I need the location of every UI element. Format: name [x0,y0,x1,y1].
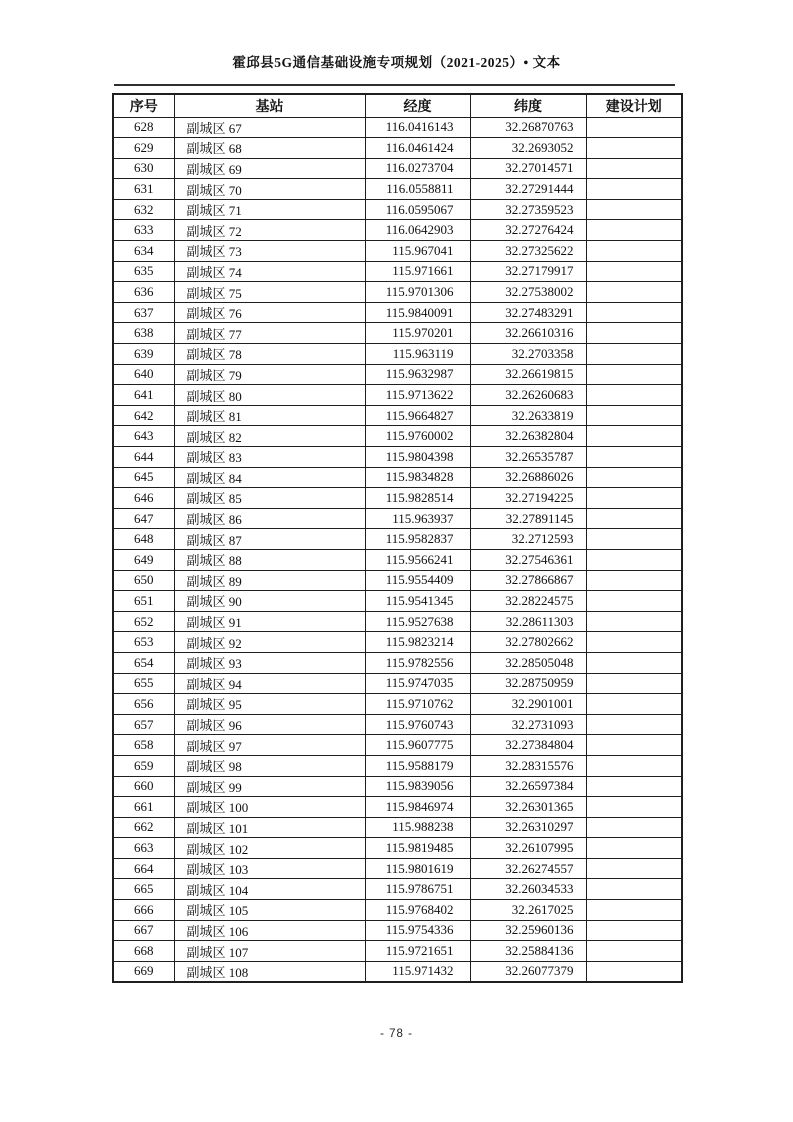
station-name-cell: 副城区 97 [174,735,365,756]
build-plan-cell [586,385,682,406]
serial-number-cell: 632 [113,199,174,220]
latitude-cell: 32.28750959 [470,673,586,694]
base-station-table-container [112,93,683,983]
station-name-cell: 副城区 80 [174,385,365,406]
latitude-cell: 32.2617025 [470,900,586,921]
build-plan-cell [586,673,682,694]
station-name-cell: 副城区 99 [174,776,365,797]
serial-number-cell: 645 [113,467,174,488]
longitude-cell: 115.9782556 [365,652,470,673]
serial-number-cell: 657 [113,714,174,735]
latitude-cell: 32.25884136 [470,941,586,962]
table-row [113,138,682,159]
build-plan-cell [586,900,682,921]
longitude-cell: 115.9839056 [365,776,470,797]
latitude-cell: 32.27179917 [470,261,586,282]
table-row [113,282,682,303]
latitude-cell: 32.2693052 [470,138,586,159]
table-row [113,632,682,653]
station-name-cell: 副城区 68 [174,138,365,159]
serial-number-cell: 635 [113,261,174,282]
latitude-cell: 32.27276424 [470,220,586,241]
build-plan-cell [586,735,682,756]
table-row [113,714,682,735]
table-row [113,117,682,138]
longitude-cell: 115.967041 [365,241,470,262]
table-row [113,241,682,262]
longitude-cell: 115.971432 [365,961,470,982]
latitude-cell: 32.26107995 [470,838,586,859]
table-row [113,673,682,694]
latitude-cell: 32.2712593 [470,529,586,550]
serial-number-cell: 636 [113,282,174,303]
station-name-cell: 副城区 73 [174,241,365,262]
build-plan-cell [586,241,682,262]
longitude-cell: 115.9713622 [365,385,470,406]
longitude-cell: 115.9760743 [365,714,470,735]
build-plan-cell [586,282,682,303]
column-header-lat: 纬度 [470,94,586,117]
latitude-cell: 32.26034533 [470,879,586,900]
station-name-cell: 副城区 86 [174,508,365,529]
station-name-cell: 副城区 72 [174,220,365,241]
longitude-cell: 115.9554409 [365,570,470,591]
longitude-cell: 115.9804398 [365,447,470,468]
serial-number-cell: 637 [113,302,174,323]
latitude-cell: 32.27866867 [470,570,586,591]
table-row [113,817,682,838]
longitude-cell: 115.9768402 [365,900,470,921]
table-row [113,611,682,632]
longitude-cell: 115.9582837 [365,529,470,550]
build-plan-cell [586,467,682,488]
station-name-cell: 副城区 98 [174,755,365,776]
serial-number-cell: 669 [113,961,174,982]
latitude-cell: 32.2703358 [470,344,586,365]
header-divider [114,84,675,86]
longitude-cell: 115.9786751 [365,879,470,900]
station-name-cell: 副城区 104 [174,879,365,900]
longitude-cell: 115.9710762 [365,694,470,715]
longitude-cell: 115.9527638 [365,611,470,632]
station-name-cell: 副城区 102 [174,838,365,859]
serial-number-cell: 643 [113,426,174,447]
table-row [113,385,682,406]
station-name-cell: 副城区 100 [174,797,365,818]
build-plan-cell [586,508,682,529]
latitude-cell: 32.26870763 [470,117,586,138]
serial-number-cell: 629 [113,138,174,159]
latitude-cell: 32.2633819 [470,405,586,426]
station-name-cell: 副城区 84 [174,467,365,488]
build-plan-cell [586,549,682,570]
build-plan-cell [586,405,682,426]
table-row [113,488,682,509]
serial-number-cell: 642 [113,405,174,426]
station-name-cell: 副城区 83 [174,447,365,468]
station-name-cell: 副城区 93 [174,652,365,673]
serial-number-cell: 660 [113,776,174,797]
table-row [113,941,682,962]
build-plan-cell [586,117,682,138]
station-name-cell: 副城区 69 [174,158,365,179]
base-station-table [112,93,683,983]
longitude-cell: 115.9823214 [365,632,470,653]
build-plan-cell [586,714,682,735]
serial-number-cell: 651 [113,591,174,612]
table-row [113,261,682,282]
serial-number-cell: 665 [113,879,174,900]
build-plan-cell [586,220,682,241]
serial-number-cell: 653 [113,632,174,653]
serial-number-cell: 662 [113,817,174,838]
table-row [113,591,682,612]
longitude-cell: 116.0642903 [365,220,470,241]
column-header-lng: 经度 [365,94,470,117]
longitude-cell: 115.9701306 [365,282,470,303]
station-name-cell: 副城区 78 [174,344,365,365]
serial-number-cell: 654 [113,652,174,673]
table-row [113,879,682,900]
longitude-cell: 115.9819485 [365,838,470,859]
table-row [113,549,682,570]
build-plan-cell [586,652,682,673]
station-name-cell: 副城区 92 [174,632,365,653]
longitude-cell: 115.9828514 [365,488,470,509]
table-row [113,797,682,818]
serial-number-cell: 649 [113,549,174,570]
build-plan-cell [586,570,682,591]
longitude-cell: 115.9541345 [365,591,470,612]
table-row [113,508,682,529]
table-row [113,199,682,220]
table-row [113,405,682,426]
longitude-cell: 115.970201 [365,323,470,344]
build-plan-cell [586,138,682,159]
latitude-cell: 32.26301365 [470,797,586,818]
build-plan-cell [586,776,682,797]
build-plan-cell [586,632,682,653]
table-row [113,426,682,447]
latitude-cell: 32.25960136 [470,920,586,941]
latitude-cell: 32.27538002 [470,282,586,303]
table-row [113,838,682,859]
longitude-cell: 115.971661 [365,261,470,282]
serial-number-cell: 664 [113,858,174,879]
table-header [113,94,682,117]
station-name-cell: 副城区 90 [174,591,365,612]
longitude-cell: 116.0416143 [365,117,470,138]
latitude-cell: 32.27291444 [470,179,586,200]
longitude-cell: 115.9566241 [365,549,470,570]
build-plan-cell [586,488,682,509]
station-name-cell: 副城区 79 [174,364,365,385]
serial-number-cell: 631 [113,179,174,200]
station-name-cell: 副城区 67 [174,117,365,138]
longitude-cell: 116.0558811 [365,179,470,200]
longitude-cell: 115.988238 [365,817,470,838]
latitude-cell: 32.27483291 [470,302,586,323]
station-name-cell: 副城区 88 [174,549,365,570]
station-name-cell: 副城区 75 [174,282,365,303]
latitude-cell: 32.27384804 [470,735,586,756]
latitude-cell: 32.27891145 [470,508,586,529]
serial-number-cell: 667 [113,920,174,941]
table-row [113,735,682,756]
build-plan-cell [586,755,682,776]
table-row [113,302,682,323]
station-name-cell: 副城区 91 [174,611,365,632]
build-plan-cell [586,179,682,200]
build-plan-cell [586,302,682,323]
latitude-cell: 32.26077379 [470,961,586,982]
page-number: - 78 - [380,1028,413,1040]
latitude-cell: 32.28224575 [470,591,586,612]
latitude-cell: 32.26610316 [470,323,586,344]
longitude-cell: 115.9588179 [365,755,470,776]
serial-number-cell: 666 [113,900,174,921]
latitude-cell: 32.26535787 [470,447,586,468]
serial-number-cell: 646 [113,488,174,509]
serial-number-cell: 658 [113,735,174,756]
longitude-cell: 115.9834828 [365,467,470,488]
latitude-cell: 32.2901001 [470,694,586,715]
build-plan-cell [586,447,682,468]
longitude-cell: 116.0273704 [365,158,470,179]
latitude-cell: 32.26260683 [470,385,586,406]
latitude-cell: 32.26310297 [470,817,586,838]
longitude-cell: 116.0595067 [365,199,470,220]
station-name-cell: 副城区 74 [174,261,365,282]
serial-number-cell: 647 [113,508,174,529]
column-header-station: 基站 [174,94,365,117]
build-plan-cell [586,879,682,900]
longitude-cell: 115.9846974 [365,797,470,818]
station-name-cell: 副城区 89 [174,570,365,591]
longitude-cell: 115.9801619 [365,858,470,879]
station-name-cell: 副城区 87 [174,529,365,550]
serial-number-cell: 656 [113,694,174,715]
table-row [113,179,682,200]
build-plan-cell [586,941,682,962]
table-row [113,220,682,241]
latitude-cell: 32.27194225 [470,488,586,509]
serial-number-cell: 655 [113,673,174,694]
station-name-cell: 副城区 76 [174,302,365,323]
station-name-cell: 副城区 105 [174,900,365,921]
latitude-cell: 32.27802662 [470,632,586,653]
station-name-cell: 副城区 107 [174,941,365,962]
build-plan-cell [586,529,682,550]
latitude-cell: 32.27325622 [470,241,586,262]
build-plan-cell [586,920,682,941]
build-plan-cell [586,838,682,859]
longitude-cell: 115.9721651 [365,941,470,962]
latitude-cell: 32.26382804 [470,426,586,447]
build-plan-cell [586,323,682,344]
build-plan-cell [586,961,682,982]
latitude-cell: 32.26886026 [470,467,586,488]
build-plan-cell [586,158,682,179]
table-row [113,776,682,797]
station-name-cell: 副城区 70 [174,179,365,200]
table-row [113,858,682,879]
serial-number-cell: 628 [113,117,174,138]
table-row [113,900,682,921]
column-header-no: 序号 [113,94,174,117]
station-name-cell: 副城区 82 [174,426,365,447]
station-name-cell: 副城区 81 [174,405,365,426]
latitude-cell: 32.28315576 [470,755,586,776]
serial-number-cell: 644 [113,447,174,468]
longitude-cell: 115.963937 [365,508,470,529]
station-name-cell: 副城区 106 [174,920,365,941]
latitude-cell: 32.26597384 [470,776,586,797]
build-plan-cell [586,261,682,282]
build-plan-cell [586,426,682,447]
build-plan-cell [586,199,682,220]
table-row [113,652,682,673]
longitude-cell: 115.9664827 [365,405,470,426]
build-plan-cell [586,694,682,715]
longitude-cell: 115.9607775 [365,735,470,756]
longitude-cell: 115.9760002 [365,426,470,447]
station-name-cell: 副城区 103 [174,858,365,879]
serial-number-cell: 639 [113,344,174,365]
build-plan-cell [586,817,682,838]
longitude-cell: 115.9747035 [365,673,470,694]
latitude-cell: 32.28611303 [470,611,586,632]
serial-number-cell: 634 [113,241,174,262]
serial-number-cell: 659 [113,755,174,776]
serial-number-cell: 648 [113,529,174,550]
longitude-cell: 115.9632987 [365,364,470,385]
latitude-cell: 32.26619815 [470,364,586,385]
serial-number-cell: 630 [113,158,174,179]
build-plan-cell [586,797,682,818]
serial-number-cell: 641 [113,385,174,406]
table-row [113,920,682,941]
station-name-cell: 副城区 96 [174,714,365,735]
latitude-cell: 32.2731093 [470,714,586,735]
longitude-cell: 115.9840091 [365,302,470,323]
table-row [113,467,682,488]
table-row [113,158,682,179]
table-row [113,570,682,591]
station-name-cell: 副城区 101 [174,817,365,838]
table-row [113,364,682,385]
latitude-cell: 32.26274557 [470,858,586,879]
page-title: 霍邱县5G通信基础设施专项规划（2021-2025）• 文本 [232,55,561,70]
table-row [113,755,682,776]
station-name-cell: 副城区 71 [174,199,365,220]
build-plan-cell [586,344,682,365]
longitude-cell: 116.0461424 [365,138,470,159]
table-row [113,694,682,715]
latitude-cell: 32.28505048 [470,652,586,673]
latitude-cell: 32.27359523 [470,199,586,220]
station-name-cell: 副城区 108 [174,961,365,982]
table-row [113,961,682,982]
serial-number-cell: 650 [113,570,174,591]
serial-number-cell: 652 [113,611,174,632]
table-row [113,529,682,550]
station-name-cell: 副城区 77 [174,323,365,344]
longitude-cell: 115.9754336 [365,920,470,941]
build-plan-cell [586,591,682,612]
table-row [113,447,682,468]
serial-number-cell: 633 [113,220,174,241]
table-body [113,117,682,982]
station-name-cell: 副城区 94 [174,673,365,694]
table-row [113,344,682,365]
longitude-cell: 115.963119 [365,344,470,365]
serial-number-cell: 638 [113,323,174,344]
table-row [113,323,682,344]
station-name-cell: 副城区 95 [174,694,365,715]
build-plan-cell [586,611,682,632]
latitude-cell: 32.27546361 [470,549,586,570]
latitude-cell: 32.27014571 [470,158,586,179]
build-plan-cell [586,858,682,879]
column-header-plan: 建设计划 [586,94,682,117]
serial-number-cell: 663 [113,838,174,859]
build-plan-cell [586,364,682,385]
serial-number-cell: 661 [113,797,174,818]
serial-number-cell: 668 [113,941,174,962]
table-header-row [113,94,682,117]
station-name-cell: 副城区 85 [174,488,365,509]
serial-number-cell: 640 [113,364,174,385]
